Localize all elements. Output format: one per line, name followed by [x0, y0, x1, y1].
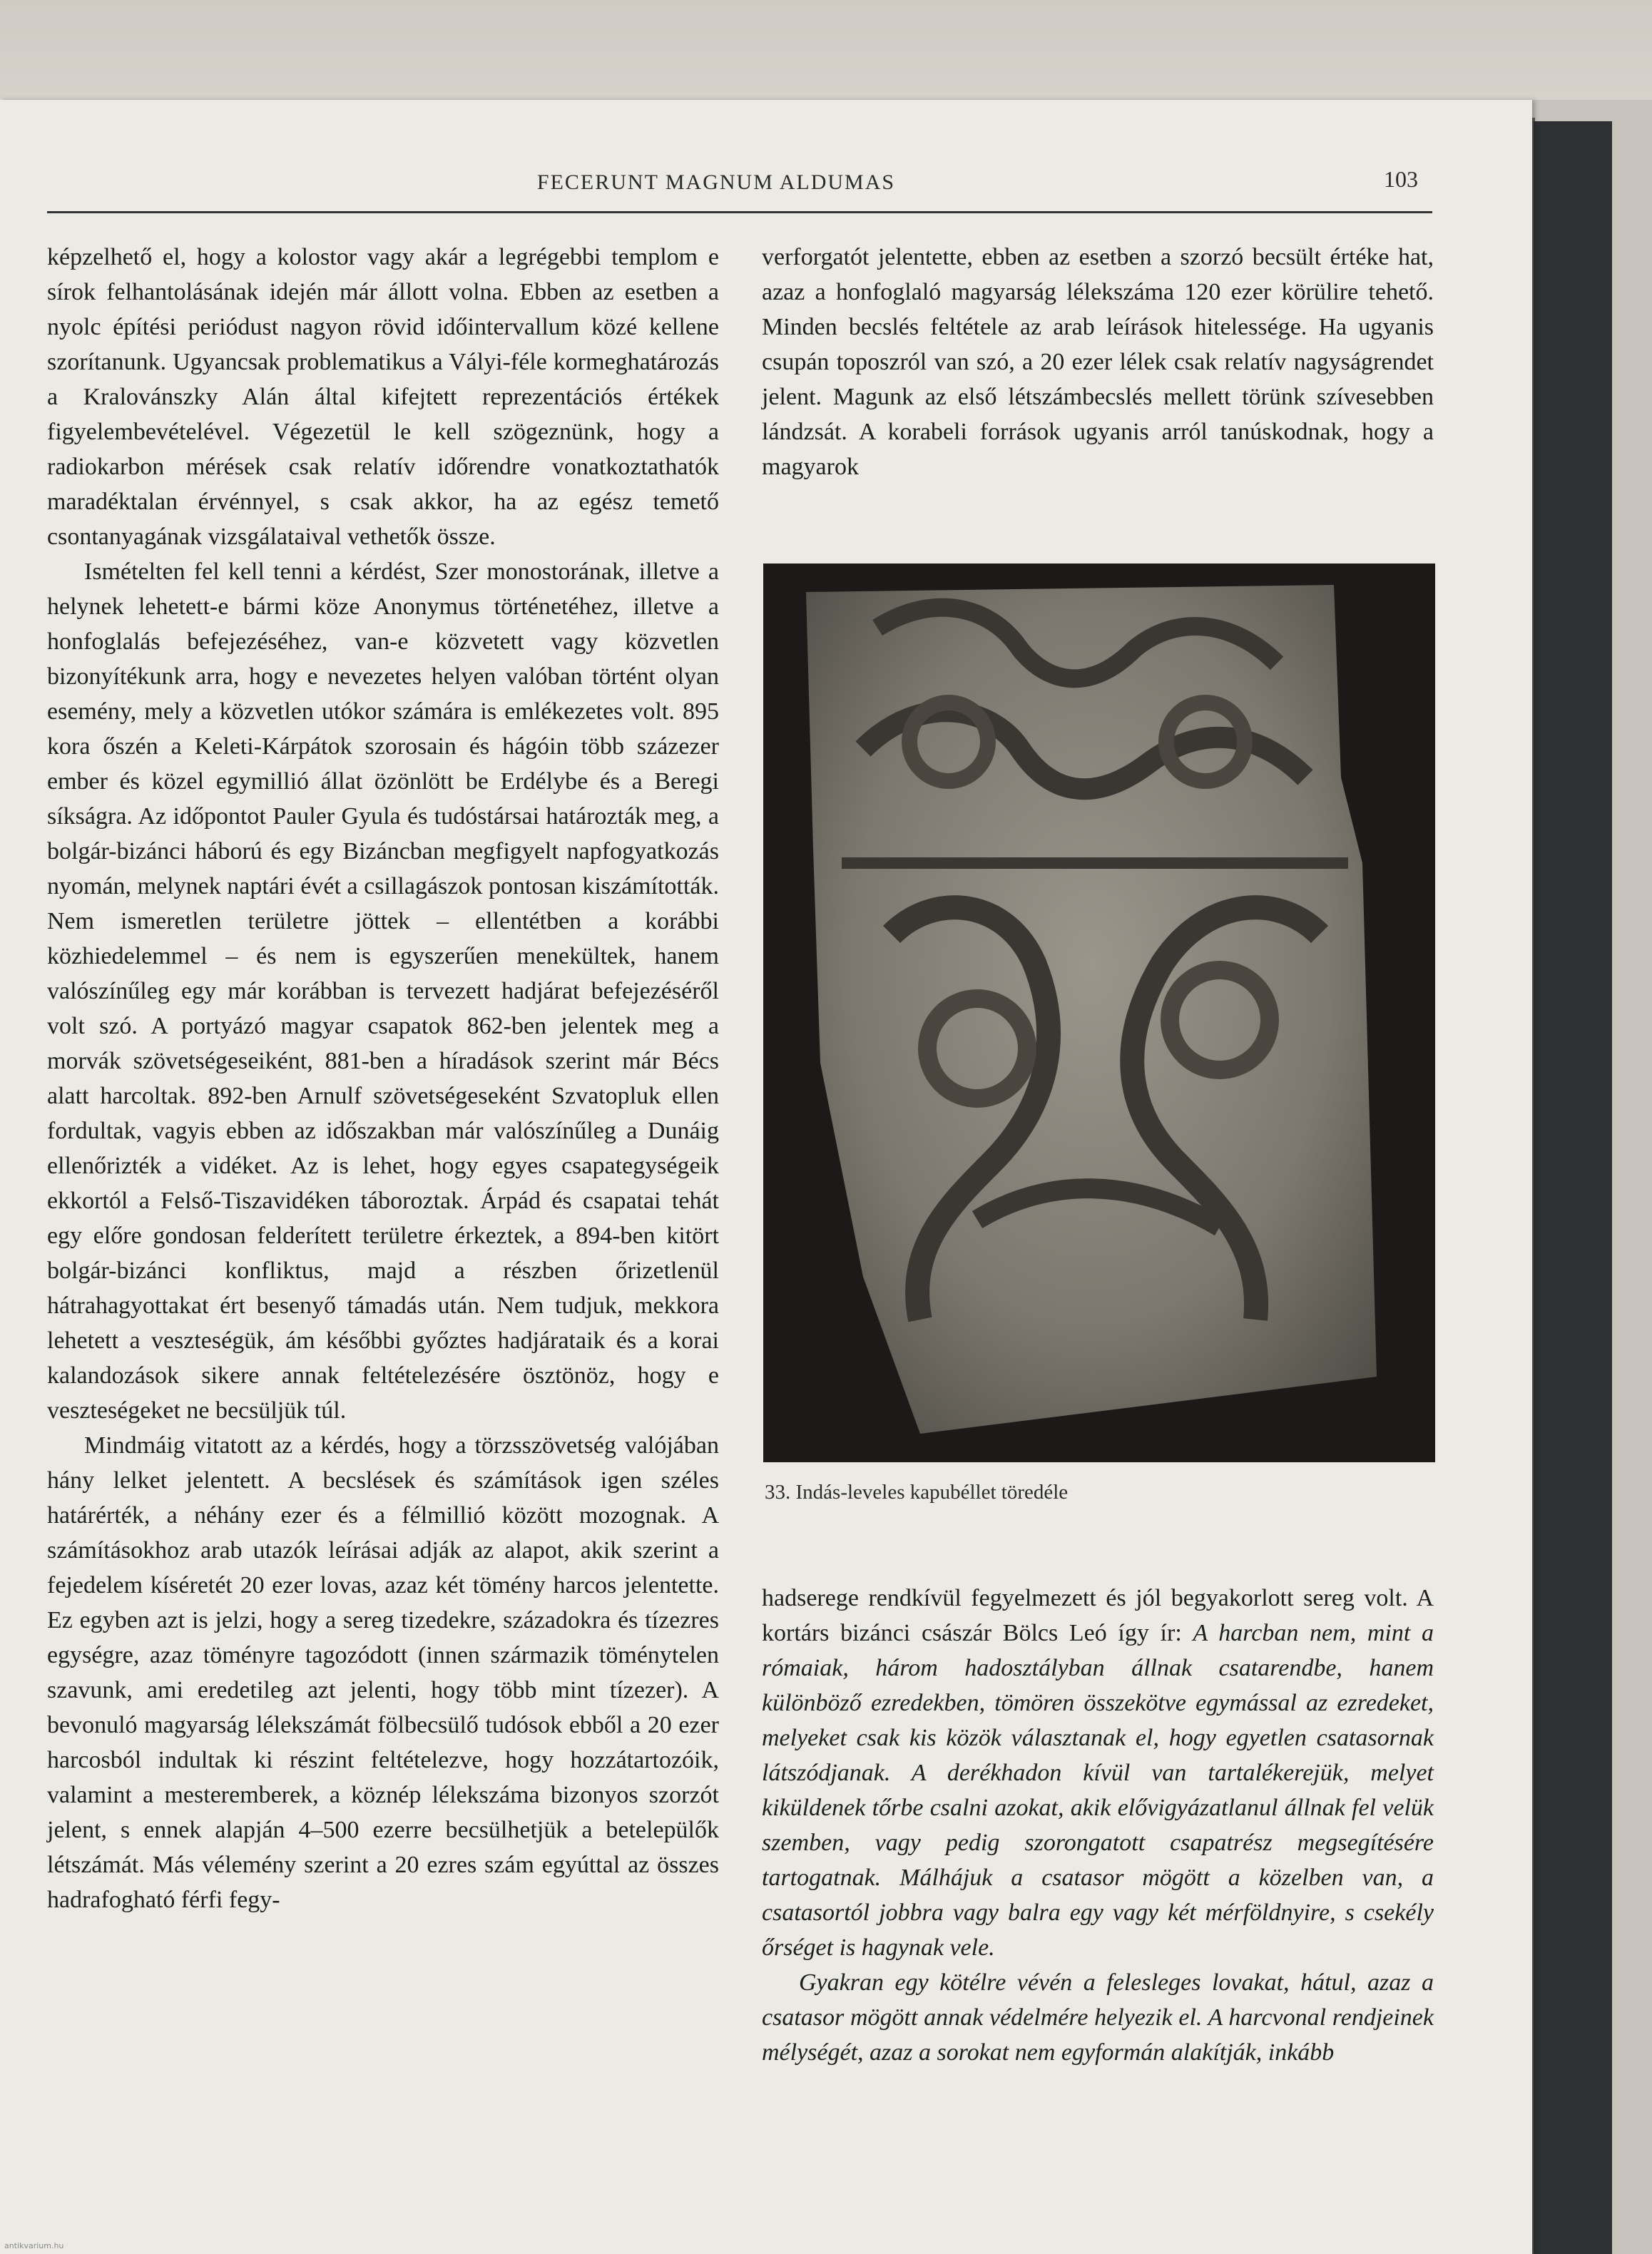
quote-text-2: Gyakran egy kötélre vévén a felesleges lovakat, hátul, azaz a csatasor mögött annak védelmére helyezik el. A harcvonal rendjeinek mélységét, azaz a sorokat nem egyformán alakítják, inkább — [762, 1969, 1434, 2066]
paragraph-2: Ismételten fel kell tenni a kérdést, Szer monostorának, illetve a helynek lehetett-e bármi köze Anonymus történetéhez, illetve a honfoglalás befejezéséhez, van-e közvetett vagy közvetlen bizonyítékunk arra, hogy e nevezetes helyen valóban történt olyan esemény, mely a közvetlen utókor számára is emlékezetes volt. 895 kora őszén a Keleti-Kárpátok szorosain és hágóin több százezer ember és közel egymillió állat özönlött be Erdélybe és a Beregi síkságra. Az időpontot Pauler Gyula és tudóstársai határozták meg, a bolgár-bizánci háború és egy Bizáncban megfigyelt napfogyatkozás nyomán, melynek naptári évét a csillagászok pontosan kiszámították. Nem ismeretlen területre jöttek – ellentétben a korábbi közhiedelemmel – és nem is egyszerűen menekültek, hanem valószínűleg egy már korábban is tervezett hadjárat befejezéséről volt szó. A portyázó magyar csapatok 862-ben jelentek meg a morvák szövetségeseiként, 881-ben a híradások szerint már Bécs alatt harcoltak. 892-ben Arnulf szövetségeseként Szvatopluk ellen fordultak, vagyis ebben az időszakban már valószínűleg a Dunáig ellenőrizték a vidéket. Az is lehet, hogy egyes csapategységeik ekkortól a Felső-Tiszavidéken táboroztak. Árpád és csapatai tehát egy előre gondosan felderített területre érkeztek, a 894-ben kitört bolgár-bizánci konfliktus, majd a részben őrizetlenül hátrahagyottakat ért besenyő támadás után. Nem tudjuk, mekkora lehetett a veszteségük, ám későbbi győztes hadjárataik és a korai kalandozások sikere annak feltételezésére ösztönöz, hogy e veszteségeket ne becsüljük túl. — [47, 559, 719, 1424]
right-column-top — [762, 240, 1434, 484]
paragraph-right-bottom-2 — [762, 1965, 1434, 2070]
figure-photo — [763, 564, 1435, 1462]
header-rule — [47, 211, 1432, 213]
watermark: antikvarium.hu — [4, 2241, 64, 2250]
paragraph-1: képzelhető el, hogy a kolostor vagy akár a legrégebbi templom e sírok felhantolásának idején már állott volna. Ebben az esetben a nyolc építési periódust nagyon rövid időintervallum közé kellene szorítanunk. Ugyancsak problematikus a Vályi-féle kormeghatározás a Kralovánszky Alán által kifejtett reprezentációs értékek figyelembevételével. Végezetül le kell szögeznünk, hogy a radiokarbon mérések csak relatív időrendre vonatkoztathatók maradéktalan érvénnyel, s csak akkor, ha az egész temető csontanyagának vizsgálataival vethetők össze. — [47, 244, 719, 550]
paragraph-right-bottom — [762, 1581, 1434, 1965]
stone-fragment — [806, 585, 1377, 1434]
right-column-bottom — [762, 1581, 1434, 2070]
left-column — [47, 240, 719, 1917]
carved-stone-image — [763, 564, 1435, 1462]
book-cover — [1534, 121, 1612, 2254]
running-head: FECERUNT MAGNUM ALDUMAS — [536, 170, 896, 194]
quote-intro: hadserege rendkívül fegyelmezett és jól begyakorlott sereg volt. A kortárs bizánci császár Bölcs Leó így ír: — [762, 1585, 1434, 1646]
figure-caption: 33. Indás-leveles kapubéllet töredéle — [765, 1481, 1069, 1504]
paragraph-3: Mindmáig vitatott az a kérdés, hogy a törzsszövetség valójában hány lelket jelentett. A becslések és számítások igen széles határérték, a néhány ezer és a félmillió között mozognak. A számításokhoz arab utazók leírásai adják az alapot, akik szerint a fejedelem kíséretét 20 ezer lovas, azaz két tömény harcos jelentette. Ez egyben azt is jelzi, hogy a sereg tizedekre, századokra és tízezres egységre, azaz töményre tagozódott (innen származik töménytelen szavunk, ami eredetileg azt jelenti, hogy több mint tízezer). A bevonuló magyarság lélekszámát fölbecsülő tudósok ebből a 20 ezer harcosból indultak ki részint feltételezve, hogy hozzátartozóik, valamint a mesteremberek, a köznép lélekszáma bizonyos szorzót jelent, s ennek alapján 4–500 ezerre becsülhetjük a betelepülők létszámát. Más vélemény szerint a 20 ezres szám egyúttal az összes hadrafogható férfi fegy- — [47, 1432, 719, 1913]
quote-text-1: A harcban nem, mint a rómaiak, három hadosztályban állnak csatarendbe, hanem különböző ezredekben, tömören összekötve egymással az ezredeket, melyeket csak kis közök választanak el, hogy egyetlen csatasornak látszódjanak. A derékhadon kívül van tartalékerejük, melyet kiküldenek tőrbe csalni azokat, akik elővigyázatlanul állnak fel velük szemben, vagy pedig szorongatott csapatrész megsegítésére tartogatnak. Málhájuk a csatasor mögött a közelben van, a csatasortól jobbra vagy balra egy vagy két mérföldnyire, s csekély őrséget is hagynak vele. — [762, 1620, 1434, 1961]
page-number: 103 — [1384, 166, 1418, 192]
background-surface — [0, 0, 1652, 100]
paragraph-right-top: verforgatót jelentette, ebben az esetben a szorzó becsült értéke hat, azaz a honfoglaló magyarság lélekszáma 120 ezer körülire tehető. Minden becslés feltétele az arab leírások hitelessége. Ha ugyanis csupán toposzról van szó, a 20 ezer lélek csak relatív nagyságrendet jelent. Magunk az első létszámbecslés mellett törünk szívesebben lándzsát. A korabeli források ugyanis arról tanúskodnak, hogy a magyarok — [762, 244, 1434, 480]
